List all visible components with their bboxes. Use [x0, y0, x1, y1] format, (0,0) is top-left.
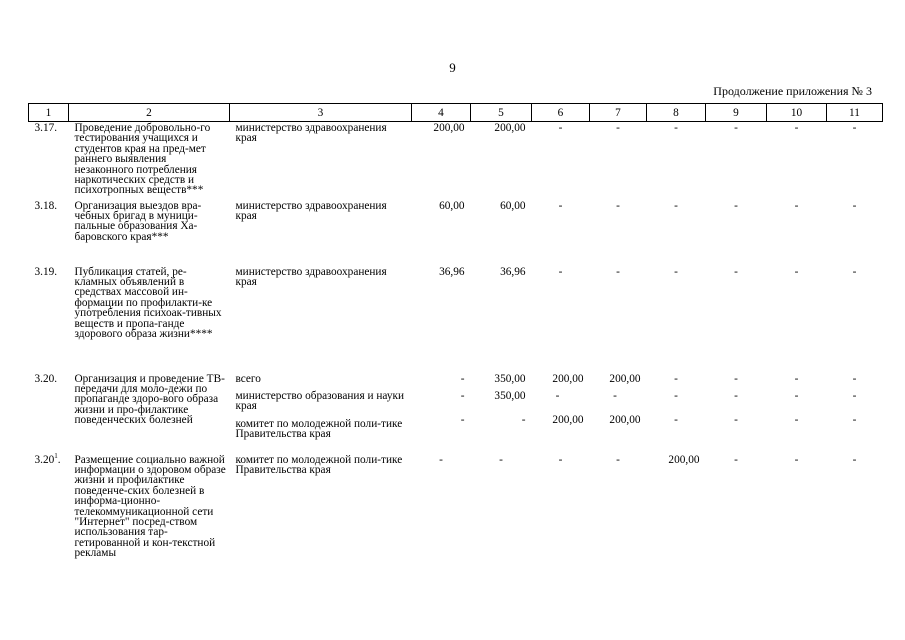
measure-name: Проведение добровольно-го тестирования учащихся и студентов края на пред-мет раннего выявления незаконного потребления наркотических средств и психотропных веществ***: [74, 122, 211, 197]
value-cell: -: [794, 453, 799, 466]
value-cell: -: [460, 372, 465, 385]
row-number: 3.17.: [34, 122, 58, 134]
value-cell: -: [852, 199, 857, 212]
column-header: 4: [412, 104, 471, 122]
value-cell: -: [674, 414, 678, 427]
value-cell: -: [558, 199, 563, 212]
value-cell: -: [555, 389, 560, 402]
executor: министерство здравоохранения края: [235, 199, 387, 222]
value-cell: -: [460, 414, 465, 427]
row-number: [29, 451, 69, 584]
value-cell: -: [616, 453, 620, 466]
column-header: 7: [590, 104, 647, 122]
value-group: [827, 373, 883, 454]
value-cell: -: [734, 372, 738, 385]
page-number: 9: [449, 60, 456, 75]
value-cell: -: [674, 265, 678, 278]
value-cell: 60,00: [500, 199, 526, 212]
header-row: [29, 104, 883, 122]
column-header: 6: [532, 104, 590, 122]
continuation-caption: Продолжение приложения № 3: [713, 84, 872, 98]
table-row: [29, 373, 883, 454]
value-cell: -: [674, 122, 678, 134]
executor: комитет по молодежной поли-тике Правительства края: [235, 417, 403, 441]
row-number: 3.18.: [34, 199, 58, 212]
row-number-base: 3.20: [34, 453, 55, 466]
column-header: 2: [69, 104, 230, 122]
table-row: [29, 200, 883, 266]
measure-name: Размещение социально важной информации о здоровом образе жизни и профилактике поведенче-ских болезней в информа-ционно-телекоммуникационной сети "Интернет" посред-ством использования тар-гетированной и кон-текстной рекламы: [74, 453, 226, 560]
table-row: [29, 122, 883, 200]
executor: министерство здравоохранения края: [235, 122, 387, 145]
value-cell: -: [734, 199, 738, 212]
value-cell: -: [734, 414, 738, 427]
value-cell: 350,00: [494, 389, 526, 402]
column-header: 3: [230, 104, 412, 122]
value-cell: -: [499, 453, 503, 466]
value-cell: 200,00: [552, 414, 584, 427]
value-cell: 36,96: [439, 265, 465, 278]
value-cell: 200,00: [433, 122, 465, 134]
value-group: [706, 373, 767, 454]
value-group: [590, 373, 647, 454]
value-group: [767, 373, 827, 454]
value-cell: -: [794, 122, 799, 134]
value-cell: -: [460, 389, 465, 402]
value-cell: 200,00: [668, 453, 700, 466]
table-row: [29, 454, 883, 584]
value-group: [412, 373, 471, 454]
value-cell: -: [794, 199, 799, 212]
value-cell: -: [439, 453, 443, 466]
value-cell: -: [794, 414, 799, 427]
program-table: [28, 103, 883, 584]
executor: министерство здравоохранения края: [235, 265, 387, 288]
value-cell: -: [734, 389, 738, 402]
value-cell: 350,00: [494, 372, 526, 385]
column-header: 5: [471, 104, 532, 122]
measure-name: Организация и проведение ТВ-передачи для моло-дежи по пропаганде здоро-вого образа жизни и про-филактике поведенческих болезней: [74, 372, 225, 427]
column-header: 8: [647, 104, 706, 122]
value-cell: -: [734, 122, 738, 134]
column-header: 9: [706, 104, 767, 122]
value-cell: -: [616, 199, 620, 212]
value-cell: -: [794, 372, 799, 385]
value-cell: -: [734, 265, 738, 278]
value-group: [532, 373, 590, 454]
executor: комитет по молодежной поли-тике Правительства края: [235, 453, 403, 476]
value-cell: -: [558, 122, 563, 134]
row-number: 3.19.: [34, 265, 58, 278]
value-cell: -: [616, 122, 620, 134]
column-header: 11: [827, 104, 883, 122]
row-number-suffix: .: [57, 453, 61, 466]
value-cell: 36,96: [500, 265, 526, 278]
executor-group: [230, 373, 412, 454]
executor: министерство образования и науки края: [235, 389, 405, 413]
value-cell: -: [852, 414, 857, 427]
table-row: [29, 266, 883, 373]
column-header: 1: [29, 104, 69, 122]
value-cell: -: [734, 453, 738, 466]
value-group: [471, 373, 532, 454]
value-cell: -: [794, 265, 799, 278]
measure-name: Организация выездов вра-чебных бригад в муници-пальные образования Ха-баровского края***: [74, 199, 202, 243]
measure-name: Публикация статей, ре-кламных объявлений в средствах массовой ин-формации по профилакти-ке употребления психоак-тивных веществ и пропа-ганде здорового образа жизни****: [74, 265, 222, 340]
value-cell: -: [674, 389, 678, 402]
value-cell: -: [852, 265, 857, 278]
value-cell: -: [674, 372, 678, 385]
value-cell: 200,00: [552, 372, 584, 385]
executor: всего: [235, 372, 261, 385]
value-cell: 200,00: [494, 122, 526, 134]
value-cell: 200,00: [609, 372, 641, 385]
value-cell: -: [794, 389, 799, 402]
column-header: 10: [767, 104, 827, 122]
value-cell: -: [558, 265, 563, 278]
row-number-superscript: 1: [54, 451, 58, 460]
value-cell: -: [616, 265, 620, 278]
value-cell: -: [852, 453, 857, 466]
value-cell: -: [613, 389, 617, 402]
value-group: [647, 373, 706, 454]
value-cell: -: [558, 453, 563, 466]
value-cell: -: [852, 122, 857, 134]
value-cell: 200,00: [609, 414, 641, 427]
value-cell: -: [521, 414, 526, 427]
value-cell: -: [674, 199, 678, 212]
value-cell: -: [852, 372, 857, 385]
value-cell: 60,00: [439, 199, 465, 212]
value-cell: -: [852, 389, 857, 402]
row-number: 3.20.: [34, 372, 58, 385]
